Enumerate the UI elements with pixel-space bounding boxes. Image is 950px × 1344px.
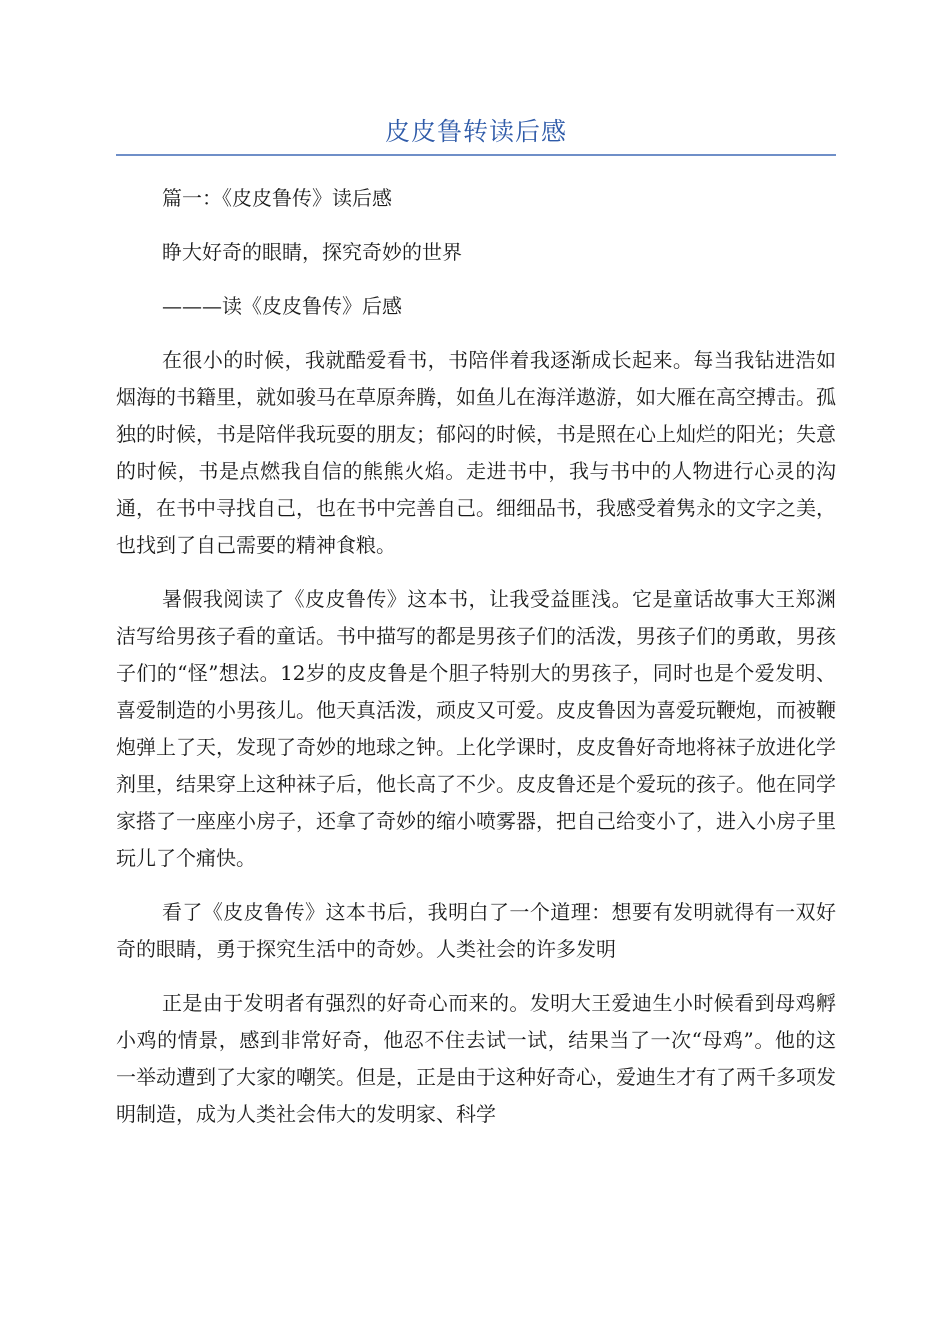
section-heading: 篇一：《皮皮鲁传》读后感 [162, 186, 392, 210]
paragraph: 正是由于发明者有强烈的好奇心而来的。发明大王爱迪生小时候看到母鸡孵小鸡的情景，感到非常好奇，他忍不住去试一试，结果当了一次“母鸡”。他的这一举动遭到了大家的嘲笑。但是，正是由于这种好奇心，爱迪生才有了两千多项发明制造，成为人类社会伟大的发明家、科学 [116, 991, 836, 1126]
document-title: 皮皮鲁转读后感 [384, 117, 567, 146]
paragraph: 看了《皮皮鲁传》这本书后，我明白了一个道理：想要有发明就得有一双好奇的眼睛，勇于探究生活中的奇妙。人类社会的许多发明 [116, 900, 836, 961]
essay-title: 睁大好奇的眼睛，探究奇妙的世界 [162, 240, 462, 264]
paragraph: 暑假我阅读了《皮皮鲁传》这本书，让我受益匪浅。它是童话故事大王郑渊洁写给男孩子看的童话。书中描写的都是男孩子们的活泼，男孩子们的勇敢，男孩子们的“怪”想法。12岁的皮皮鲁是个胆子特别大的男孩子，同时也是个爱发明、喜爱制造的小男孩儿。他天真活泼，顽皮又可爱。皮皮鲁因为喜爱玩鞭炮，而被鞭炮弹上了天，发现了奇妙的地球之钟。上化学课时，皮皮鲁好奇地将袜子放进化学剂里，结果穿上这种袜子后，他长高了不少。皮皮鲁还是个爱玩的孩子。他在同学家搭了一座座小房子，还拿了奇妙的缩小喷雾器，把自己给变小了，进入小房子里玩儿了个痛快。 [116, 587, 836, 870]
title-underline [116, 154, 836, 156]
paragraph: 在很小的时候，我就酷爱看书，书陪伴着我逐渐成长起来。每当我钻进浩如烟海的书籍里，就如骏马在草原奔腾，如鱼儿在海洋遨游，如大雁在高空搏击。孤独的时候，书是陪伴我玩耍的朋友；郁闷的时候，书是照在心上灿烂的阳光；失意的时候，书是点燃我自信的熊熊火焰。走进书中，我与书中的人物进行心灵的沟通，在书中寻找自己，也在书中完善自己。细细品书，我感受着隽永的文字之美，也找到了自己需要的精神食粮。 [116, 348, 836, 557]
document-page [116, 0, 836, 1133]
essay-subtitle: ———读《皮皮鲁传》后感 [162, 294, 402, 318]
